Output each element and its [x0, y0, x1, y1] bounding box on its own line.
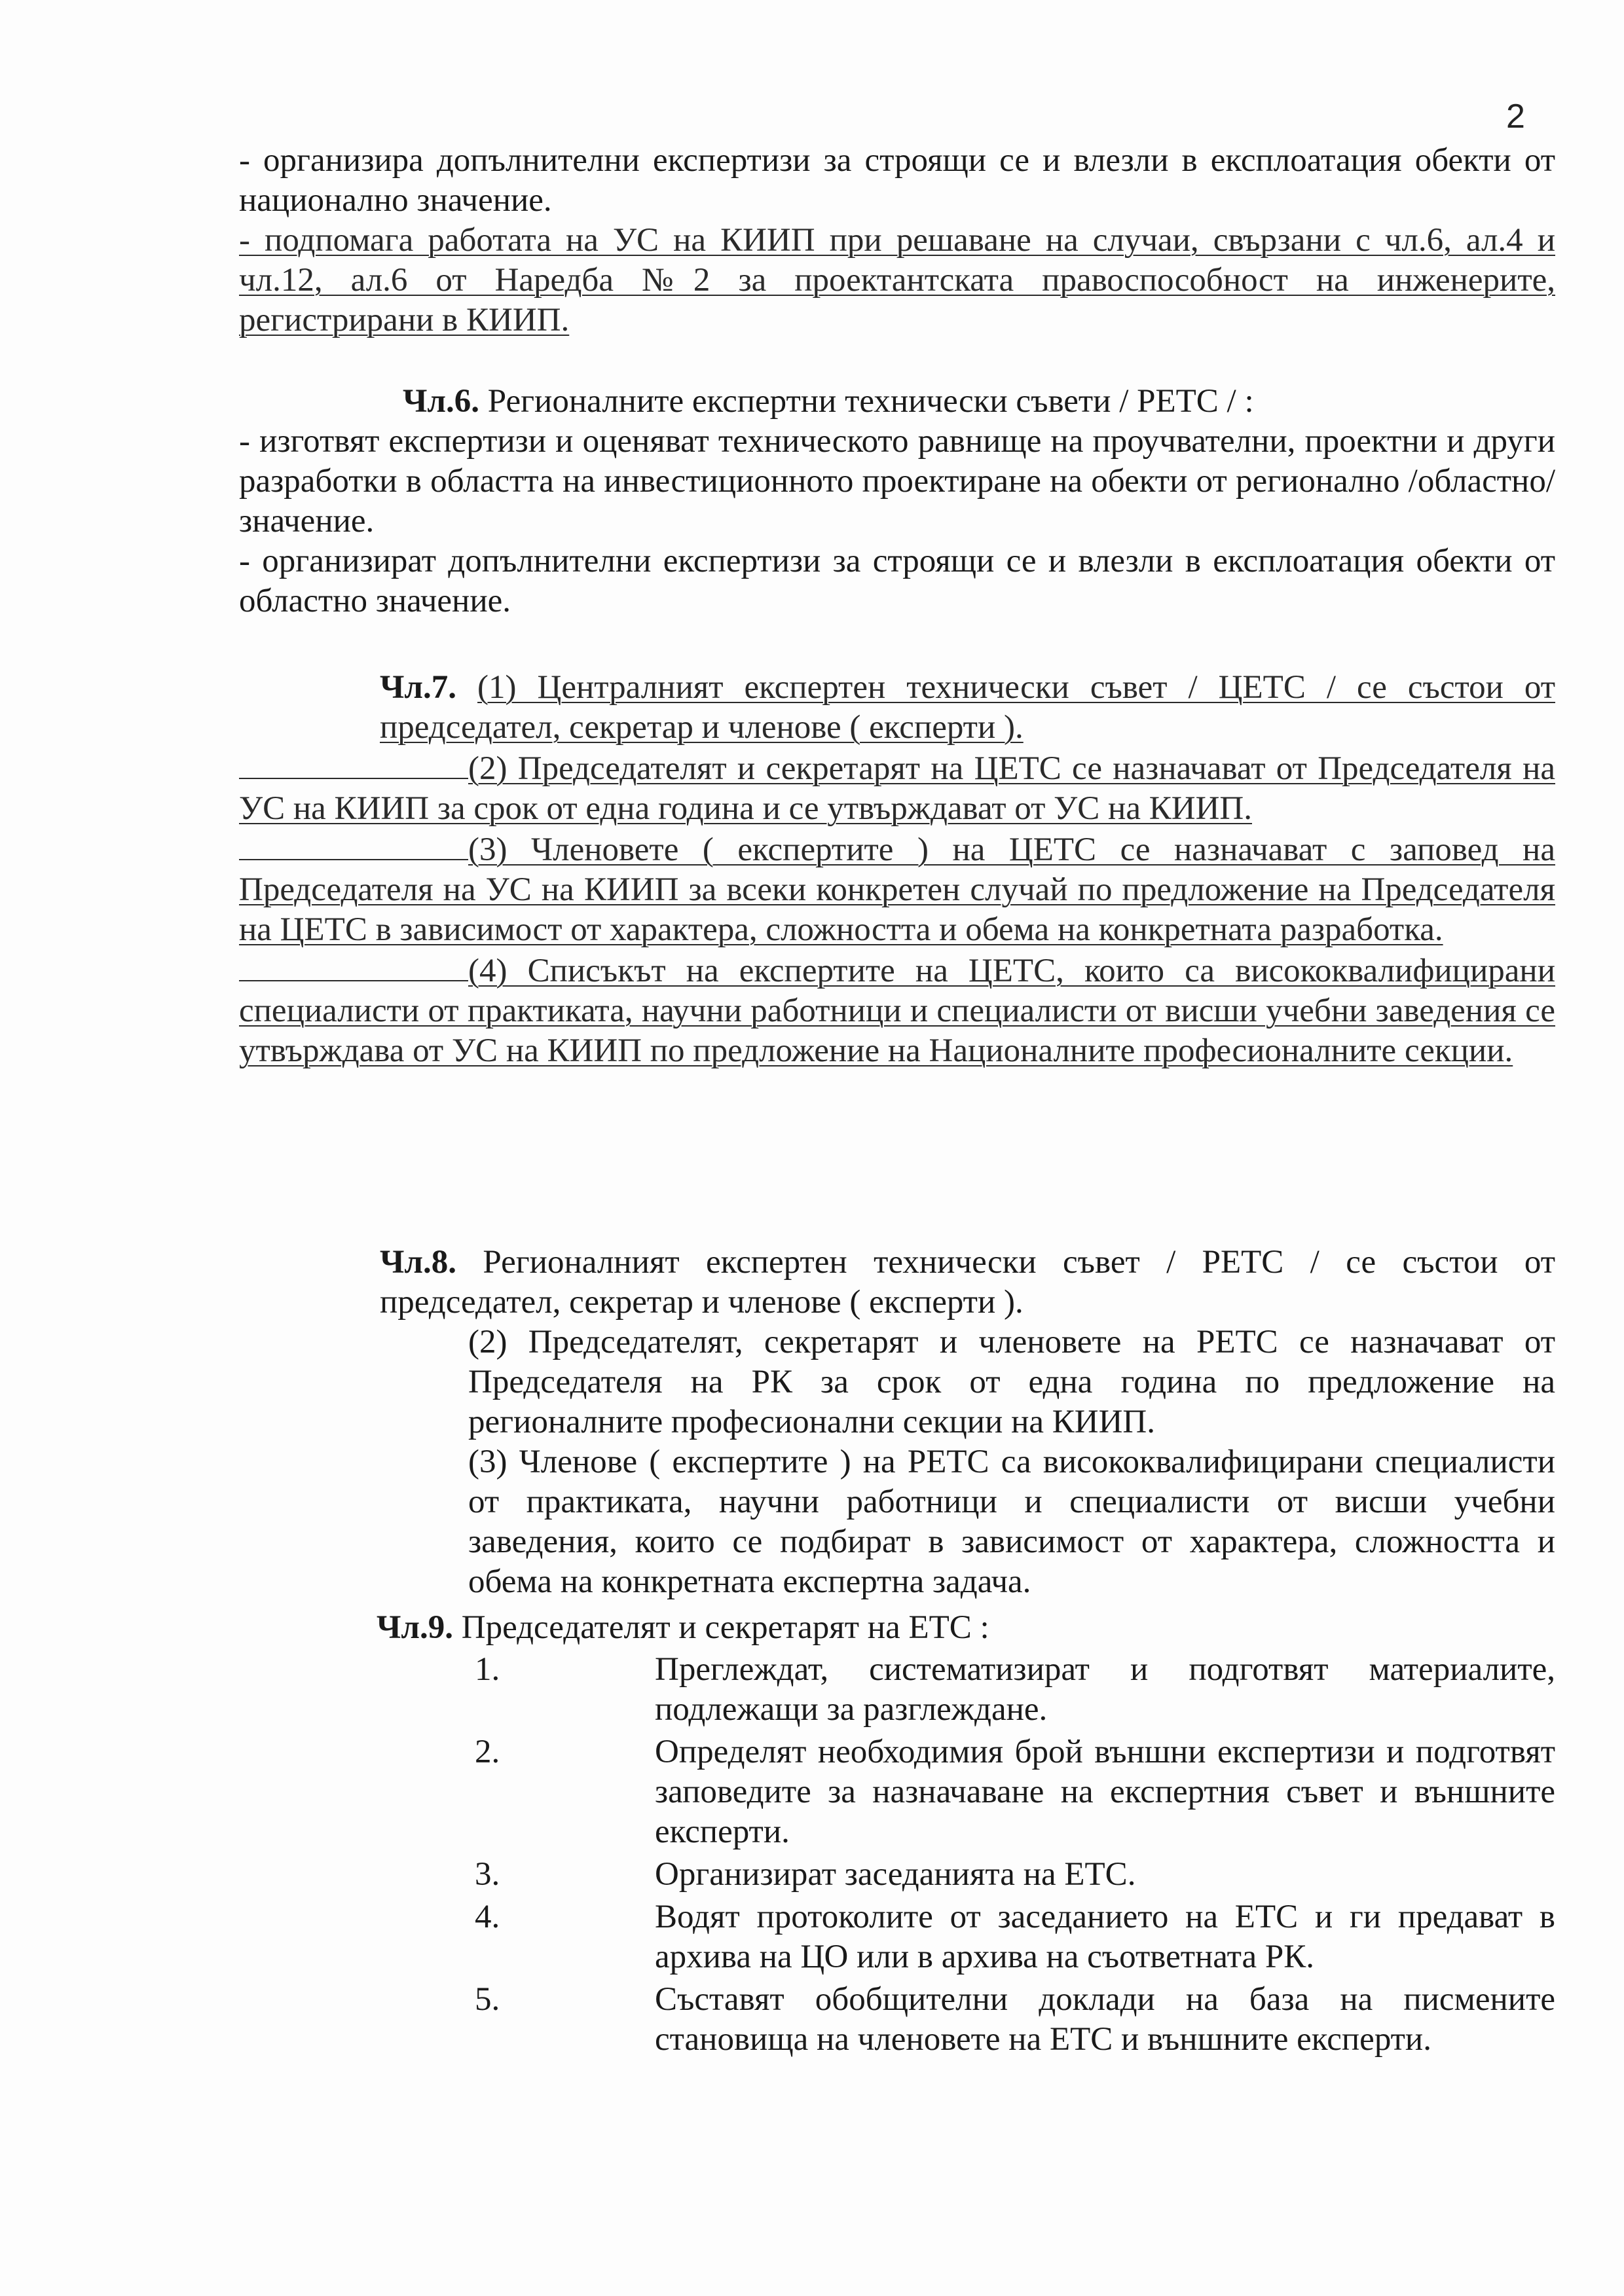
list-item-text: Определят необходимия брой външни експертизи и подготвят заповедите за назначаване на експертния съвет и външните експерти. — [655, 1734, 1555, 1850]
article-8-p3: (3) Членове ( експертите ) на РЕТС са висококвалифицирани специалисти от практиката, научни работници и специалисти от висши учебни заведения, които се подбират в зависимост от характера, сложността и обема на конкретната експертна задача. — [468, 1444, 1555, 1600]
article-6-title: Чл.6. — [403, 383, 480, 420]
list-item-number: 2. — [475, 1734, 500, 1770]
list-item-number: 5. — [475, 1981, 500, 2018]
list-item-number: 1. — [475, 1651, 500, 1688]
list-item-number: 4. — [475, 1899, 500, 1935]
underline-lead — [239, 748, 468, 779]
article-6 — [239, 382, 1555, 621]
article-8-p1 — [239, 1243, 1555, 1322]
article-8 — [239, 1243, 1555, 1602]
underline-lead — [239, 950, 468, 981]
list-item-text: Организират заседанията на ЕТС. — [655, 1856, 1136, 1893]
article-6-item-2: - организират допълнителни експертизи за строящи се и влезли в експлоатация обекти от областно значение. — [239, 543, 1555, 619]
article-7-p2 — [239, 748, 1555, 829]
intro-section — [239, 141, 1555, 340]
article-7-p3 — [239, 829, 1555, 950]
list-item — [239, 1897, 1555, 1977]
underline-lead — [239, 829, 468, 860]
list-item — [239, 1732, 1555, 1852]
article-7-p3-text: (3) Членовете ( експертите ) на ЦЕТС се назначават с заповед на Председателя на УС на КИИП за всеки конкретен случай по предложение на Председателя на ЦЕТС в зависимост от характера, сложността и обема на конкретната разработка. — [239, 831, 1555, 948]
list-item — [239, 1855, 1555, 1895]
list-item — [239, 1980, 1555, 2060]
article-6-heading-text: Регионалните експертни технически съвети / РЕТС / : — [479, 383, 1254, 420]
article-7-p4-text: (4) Списъкът на експертите на ЦЕТС, които са висококвалифицирани специалисти от практиката, научни работници и специалисти от висши учебни заведения се утвърждава от УС на КИИП по предложение на Националните професионалните секции. — [239, 953, 1555, 1069]
article-9-heading — [239, 1608, 1555, 1648]
page-number: 2 — [1506, 98, 1525, 136]
article-9-list — [239, 1650, 1555, 2062]
article-6-item-1: - изготвят експертизи и оценяват техническото равнище на проучвателни, проектни и други разработки в областта на инвестиционното проектиране на обекти от регионално /областно/ значение. — [239, 423, 1555, 539]
article-7-p4 — [239, 950, 1555, 1071]
article-8-p2: (2) Председателят, секретарят и членовете на РЕТС се назначават от Председателя на РК за срок от една година по предложение на регионалните професионални секции на КИИП. — [468, 1324, 1555, 1440]
list-item-text: Водят протоколите от заседанието на ЕТС и ги предават в архива на ЦО или в архива на съответната РК. — [655, 1899, 1555, 1975]
article-9-heading-text: Председателят и секретарят на ЕТС : — [453, 1609, 989, 1646]
intro-line-2: - подпомага работата на УС на КИИП при решаване на случаи, свързани с чл.6, ал.4 и чл.12, ал.6 от Наредба №2 за проектантската правоспособност на инженерите, регистрирани в КИИП. — [239, 222, 1555, 338]
article-7-p1 — [239, 668, 1555, 748]
article-9-title: Чл.9. — [377, 1609, 454, 1646]
article-7-p2-text: (2) Председателят и секретарят на ЦЕТС се назначават от Председателя на УС на КИИП за срок от една година и се утвърждават от УС на КИИП. — [239, 750, 1555, 827]
list-item-text: Преглеждат, систематизират и подготвят материалите, подлежащи за разглеждане. — [655, 1651, 1555, 1728]
article-7 — [239, 668, 1555, 1071]
article-8-title: Чл.8. — [380, 1244, 457, 1281]
article-8-p1-text: Регионалният експертен технически съвет / РЕТС / се състои от председател, секретар и членове ( експерти ). — [380, 1244, 1555, 1321]
list-item-text: Съставят обобщителни доклади на база на писмените становища на членовете на ЕТС и външните експерти. — [655, 1981, 1555, 2058]
list-item-number: 3. — [475, 1856, 500, 1893]
list-item — [239, 1650, 1555, 1730]
intro-line-1: - организира допълнителни експертизи за строящи се и влезли в експлоатация обекти от национално значение. — [239, 142, 1555, 219]
article-6-heading — [239, 382, 1555, 422]
article-9 — [239, 1608, 1555, 1648]
article-7-p1-text: (1) Централният експертен технически съвет / ЦЕТС / се състои от председател, секретар и членове ( експерти ). — [380, 669, 1555, 746]
article-7-title: Чл.7. — [380, 669, 457, 706]
